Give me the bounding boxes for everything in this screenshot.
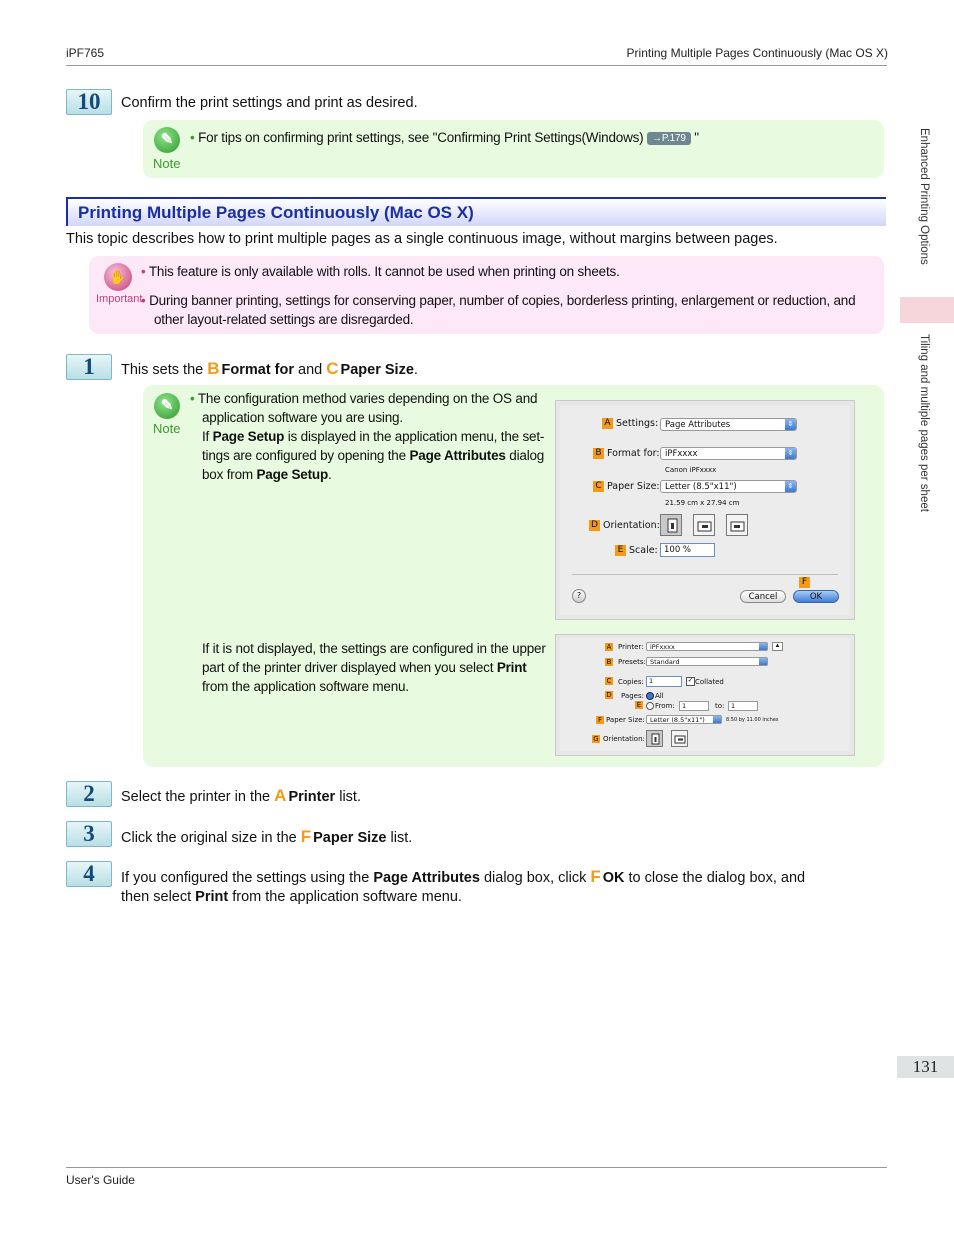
landscape-left-icon	[694, 515, 716, 537]
from-radio[interactable]	[646, 702, 654, 710]
collated-label: Collated	[695, 678, 724, 686]
to-input[interactable]: 1	[728, 701, 758, 711]
collated-checkbox[interactable]: ✓	[687, 677, 694, 684]
step3-text: Click the original size in the F Paper Size list.	[121, 827, 413, 846]
presets-label: Presets:	[618, 658, 646, 666]
landscape-right-icon	[727, 515, 749, 537]
paper-size-label: Paper Size:	[607, 481, 660, 492]
to-label: to:	[715, 702, 725, 710]
step-number-4: 4	[66, 861, 112, 887]
format-for-label: Format for:	[607, 448, 660, 459]
label-letter-f: F	[597, 716, 603, 724]
step-number-3: 3	[66, 821, 112, 847]
format-for-sub: Canon iPFxxxx	[665, 466, 717, 474]
step-number-1: 1	[66, 354, 112, 380]
paper-dimensions: 8.50 by 11.00 inches	[726, 717, 779, 723]
printer-popup[interactable]: iPFxxxx	[646, 642, 768, 651]
scale-input[interactable]: 100 %	[660, 543, 715, 557]
portrait-icon	[661, 515, 683, 537]
label-letter-a: A	[602, 418, 613, 429]
cancel-button[interactable]: Cancel	[740, 590, 786, 603]
settings-label: Settings:	[616, 418, 659, 429]
chevron-updown-icon: ⇕	[785, 481, 796, 492]
landscape-orientation-button[interactable]	[671, 730, 688, 747]
side-tab-enhanced: Enhanced Printing Options	[918, 128, 930, 265]
format-for-popup[interactable]: iPFxxxx ⇕	[660, 447, 797, 460]
step1-text: This sets the B Format for and C Paper Size.	[121, 359, 418, 378]
section-title: Printing Multiple Pages Continuously (Mac OS X)	[78, 203, 474, 222]
footer-left: User's Guide	[66, 1173, 135, 1187]
pages-label: Pages:	[621, 692, 644, 700]
scale-label: Scale:	[629, 545, 658, 556]
copies-input[interactable]: 1	[646, 676, 682, 687]
printer-label: Printer:	[618, 643, 644, 651]
label-letter-a: A	[606, 643, 612, 651]
settings-popup[interactable]: Page Attributes ⇕	[660, 418, 797, 431]
page-ref-link[interactable]: →P.179	[647, 132, 691, 145]
page-number: 131	[897, 1056, 954, 1078]
important-hand-icon: ✋	[104, 263, 132, 291]
label-letter-c: C	[606, 677, 612, 685]
chevron-updown-icon: ⇕	[785, 448, 796, 459]
step10-text: Confirm the print settings and print as desired.	[121, 95, 418, 111]
paper-size-popup[interactable]: Letter (8.5"x11") ⇕	[660, 480, 797, 493]
important-item-2: • During banner printing, settings for conserving paper, number of copies, borderless printing, enlargement or reduction, and	[141, 293, 856, 308]
side-tab-marker	[900, 297, 954, 323]
expand-dialog-button[interactable]: ▲	[772, 642, 783, 651]
from-input[interactable]: 1	[679, 701, 709, 711]
note-box-step10	[143, 120, 884, 178]
section-intro: This topic describes how to print multiple pages as a single continuous image, without margins between pages.	[66, 231, 778, 247]
note-label: Note	[153, 421, 181, 436]
step-number-2: 2	[66, 781, 112, 807]
step-number-10: 10	[66, 89, 112, 115]
paper-size-label: Paper Size:	[606, 716, 645, 724]
chevron-updown-icon	[759, 658, 767, 665]
note-step1-para1: • The configuration method varies depending on the OS and application software you are using. If Page Setup is displayed in the application menu, the set- tings are configured by opening the Page Attributes dialog box from Page Setup.	[190, 391, 545, 482]
footer-rule	[66, 1167, 887, 1168]
important-box	[89, 256, 884, 334]
help-button[interactable]: ?	[572, 589, 586, 603]
label-letter-e: E	[636, 701, 642, 709]
chevron-updown-icon	[759, 643, 767, 650]
header-rule	[66, 65, 887, 66]
paper-size-sub: 21.59 cm x 27.94 cm	[665, 499, 740, 507]
label-letter-e: E	[615, 545, 626, 556]
presets-popup[interactable]: Standard	[646, 657, 768, 666]
label-letter-d: D	[589, 520, 600, 531]
label-letter-b: B	[606, 658, 612, 666]
dialog-divider	[572, 574, 838, 575]
landscape-right-orientation-button[interactable]	[726, 514, 748, 536]
landscape-icon	[672, 731, 689, 748]
header-left: iPF765	[66, 46, 105, 60]
label-letter-c: C	[593, 481, 604, 492]
portrait-icon	[647, 731, 664, 748]
side-tab-tiling: Tiling and multiple pages per sheet	[918, 334, 930, 512]
portrait-orientation-button[interactable]	[646, 730, 663, 747]
label-letter-b: B	[593, 448, 604, 459]
label-letter-d: D	[606, 691, 612, 699]
landscape-left-orientation-button[interactable]	[693, 514, 715, 536]
important-item-1: • This feature is only available with rolls. It cannot be used when printing on sheets.	[141, 264, 620, 279]
note-label: Note	[153, 156, 181, 171]
section-title-bar	[66, 197, 886, 226]
important-item-2-cont: other layout-related settings are disregarded.	[154, 312, 414, 327]
header-right: Printing Multiple Pages Continuously (Mac OS X)	[626, 46, 888, 60]
note-icon: ✎	[154, 393, 180, 419]
step4-text: If you configured the settings using the Page Attributes dialog box, click F OK to close the dialog box, and then select Print from the application software menu.	[121, 867, 806, 905]
orientation-label: Orientation:	[603, 735, 645, 743]
portrait-orientation-button[interactable]	[660, 514, 682, 536]
note-step1-para2: If it is not displayed, the settings are configured in the upper part of the printer driver displayed when you select Print from the application software menu.	[202, 641, 546, 694]
orientation-label: Orientation:	[603, 520, 660, 531]
step2-text: Select the printer in the A Printer list.	[121, 786, 361, 805]
chevron-updown-icon	[713, 716, 721, 723]
print-dialog	[555, 634, 855, 756]
label-letter-g: G	[593, 735, 599, 743]
chevron-updown-icon: ⇕	[785, 419, 796, 430]
note-text-step10: • For tips on confirming print settings, see "Confirming Print Settings(Windows) →P.179 "	[190, 130, 699, 145]
all-radio[interactable]	[646, 692, 654, 700]
copies-label: Copies:	[618, 678, 644, 686]
from-label: From:	[655, 702, 675, 710]
note-icon: ✎	[154, 127, 180, 153]
important-label: Important	[96, 293, 143, 305]
paper-size-popup[interactable]: Letter (8.5"x11")	[646, 715, 722, 724]
ok-button[interactable]: OK	[793, 590, 839, 603]
all-label: All	[655, 692, 664, 700]
label-letter-f: F	[799, 577, 810, 588]
page-attributes-dialog	[555, 400, 855, 620]
